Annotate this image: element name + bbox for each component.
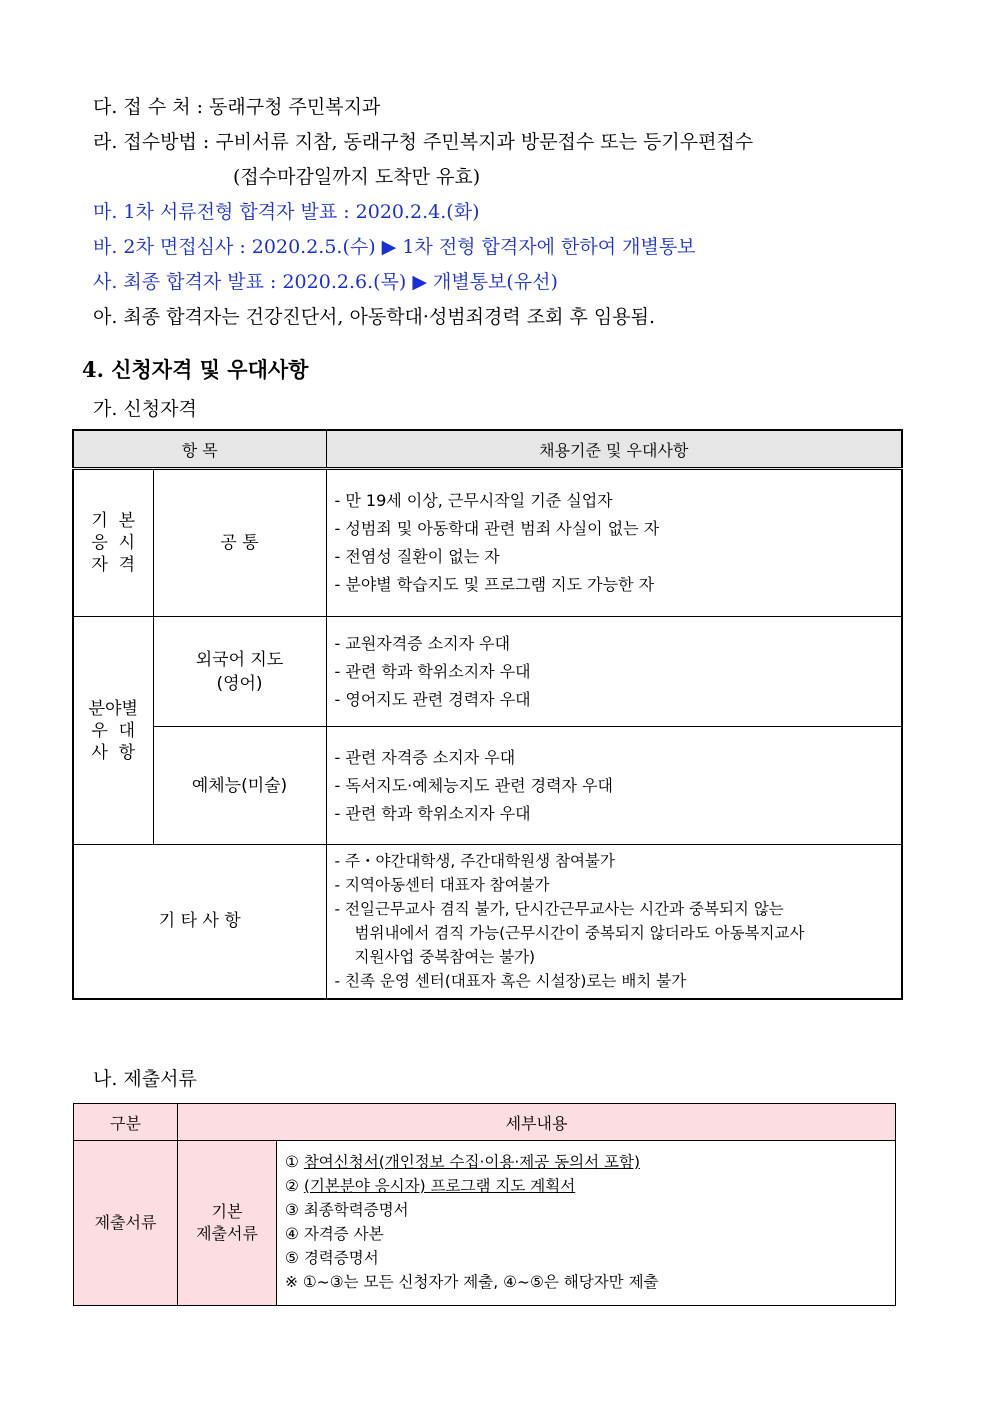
list-item: - 전일근무교사 겸직 불가, 단시간근무교사는 시간과 중복되지 않는 bbox=[334, 900, 784, 919]
appointment-note: 아. 최종 합격자는 건강진단서, 아동학대·성범죄경력 조회 후 임용됨. bbox=[93, 306, 655, 328]
interview-schedule: 바. 2차 면접심사 : 2020.2.5.(수) ▶ 1차 전형 합격자에 한하여 개별통보 bbox=[93, 236, 696, 258]
list-item: ③ 최종학력증명서 bbox=[285, 1201, 409, 1219]
header-item: 항 목 bbox=[73, 430, 326, 469]
table-row bbox=[73, 617, 902, 727]
list-item: - 관련 학과 학위소지자 우대 bbox=[334, 661, 531, 681]
list-item: - 주・야간대학생, 주간대학원생 참여불가 bbox=[334, 852, 615, 871]
reception-method-note: (접수마감일까지 도착만 유효) bbox=[233, 166, 481, 188]
header-gubun: 구분 bbox=[74, 1104, 178, 1141]
documents-category: 제출서류 bbox=[74, 1141, 178, 1306]
list-item: - 영어지도 관련 경력자 우대 bbox=[334, 689, 531, 709]
section-4-title: 4. 신청자격 및 우대사항 bbox=[82, 357, 309, 382]
final-result-announcement: 사. 최종 합격자 발표 : 2020.2.6.(목) ▶ 개별통보(유선) bbox=[93, 271, 558, 293]
etc-criteria bbox=[326, 845, 902, 999]
list-item: - 분야별 학습지도 및 프로그램 지도 가능한 자 bbox=[334, 575, 655, 594]
list-item: - 지역아동센터 대표자 참여불가 bbox=[334, 876, 550, 895]
list-item: 범위내에서 겸직 가능(근무시간이 중복되지 않더라도 아동복지교사 bbox=[354, 924, 805, 943]
list-item: ② (기본분야 응시자) 프로그램 지도 계획서 bbox=[285, 1177, 576, 1195]
etc-label: 기 타 사 항 bbox=[73, 845, 326, 999]
preference-label: 분야별 우 대 사 항 bbox=[73, 617, 153, 845]
list-item: - 전염성 질환이 없는 자 bbox=[334, 547, 500, 566]
list-item: - 만 19세 이상, 근무시작일 기준 실업자 bbox=[334, 491, 613, 510]
reception-method: 라. 접수방법 : 구비서류 지참, 동래구청 주민복지과 방문접수 또는 등기우편접수 bbox=[93, 131, 754, 153]
list-item: - 교원자격증 소지자 우대 bbox=[334, 633, 511, 653]
documents-table bbox=[73, 1103, 896, 1306]
table-header-row bbox=[74, 1104, 896, 1141]
foreign-language-criteria bbox=[326, 617, 902, 727]
header-detail: 세부내용 bbox=[178, 1104, 896, 1141]
header-criteria: 채용기준 및 우대사항 bbox=[326, 430, 902, 469]
common-label: 공 통 bbox=[153, 469, 326, 617]
table-row bbox=[73, 469, 902, 617]
documents-subtitle: 나. 제출서류 bbox=[93, 1068, 197, 1090]
first-result-announcement: 마. 1차 서류전형 합격자 발표 : 2020.2.4.(화) bbox=[93, 201, 480, 223]
reception-office: 다. 접 수 처 : 동래구청 주민복지과 bbox=[93, 96, 381, 118]
table-header-row bbox=[73, 430, 902, 469]
list-item: - 관련 자격증 소지자 우대 bbox=[334, 747, 516, 767]
table-row bbox=[74, 1141, 896, 1306]
list-item: - 성범죄 및 아동학대 관련 범죄 사실이 없는 자 bbox=[334, 519, 660, 538]
list-item: 지원사업 중복참여는 불가) bbox=[354, 948, 536, 967]
basic-documents-label: 기본 제출서류 bbox=[178, 1141, 277, 1306]
table-row bbox=[73, 727, 902, 845]
qualification-table bbox=[72, 429, 903, 1000]
list-item: ① 참여신청서(개인정보 수집·이용·제공 동의서 포함) bbox=[285, 1153, 641, 1171]
list-item: ④ 자격증 사본 bbox=[285, 1225, 384, 1243]
list-item: ⑤ 경력증명서 bbox=[285, 1249, 379, 1267]
documents-note: ※ ①~③는 모든 신청자가 제출, ④~⑤은 해당자만 제출 bbox=[285, 1273, 659, 1291]
list-item: - 독서지도·예체능지도 관련 경력자 우대 bbox=[334, 775, 613, 795]
list-item: - 관련 학과 학위소지자 우대 bbox=[334, 803, 531, 823]
documents-list bbox=[277, 1141, 896, 1306]
arts-label: 예체능(미술) bbox=[153, 727, 326, 845]
arts-criteria bbox=[326, 727, 902, 845]
foreign-language-label: 외국어 지도 (영어) bbox=[153, 617, 326, 727]
list-item: - 친족 운영 센터(대표자 혹은 시설장)로는 배치 불가 bbox=[334, 972, 687, 991]
basic-criteria bbox=[326, 469, 902, 617]
basic-qualification-label: 기 본 응 시 자 격 bbox=[73, 469, 153, 617]
table-row bbox=[73, 845, 902, 999]
qualification-subtitle: 가. 신청자격 bbox=[93, 398, 197, 420]
